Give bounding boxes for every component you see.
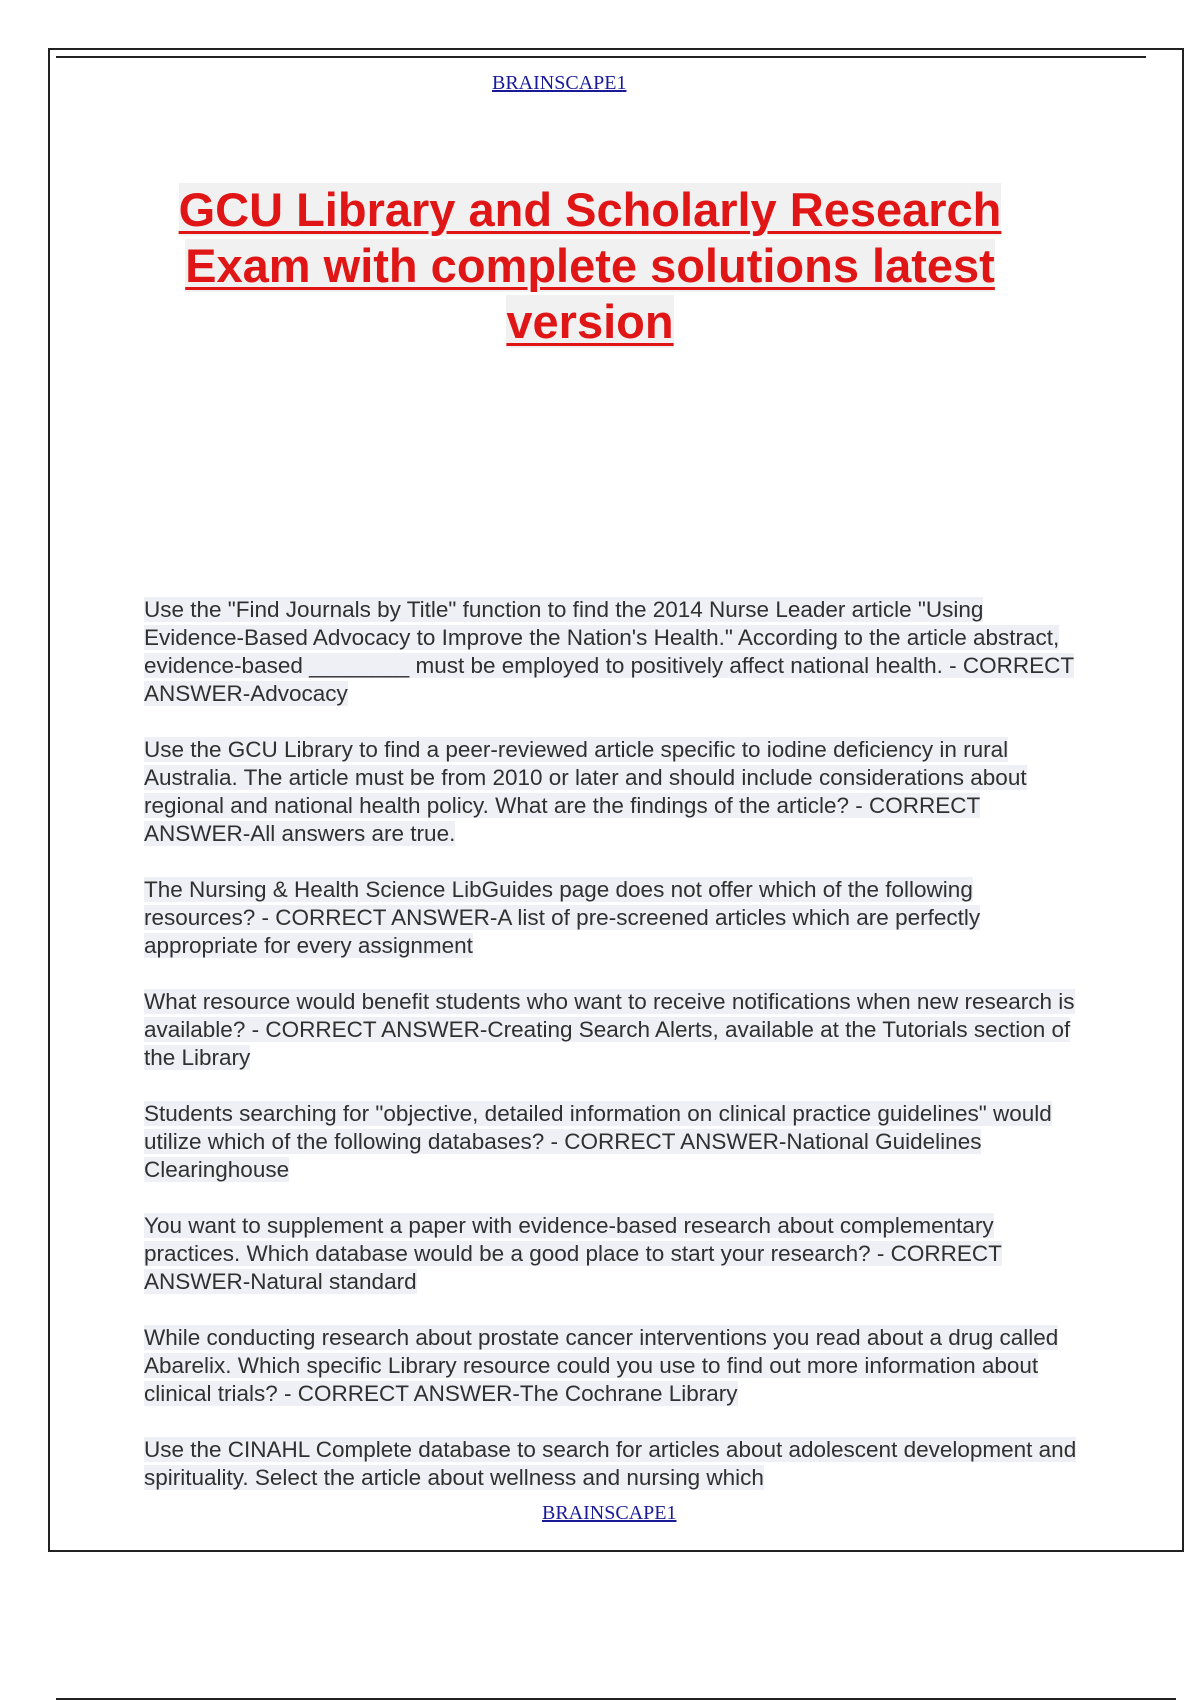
qa-text: Use the "Find Journals by Title" function to find the 2014 Nurse Leader article "Using Evidence-Based Advocacy to Improve the Nation's Health." According to the article abstract, evidence-based ________ must be employed to positively affect national health. - CORRECT ANSWER-Advocacy	[144, 597, 1075, 706]
top-divider	[56, 56, 1146, 58]
qa-text: The Nursing & Health Science LibGuides page does not offer which of the following resources? - CORRECT ANSWER-A list of pre-screened articles which are perfectly appropriate for every assignment	[144, 877, 981, 958]
qa-text: You want to supplement a paper with evidence-based research about complementary practices. Which database would be a good place to start your research? - CORRECT ANSWER-Natural standard	[144, 1213, 1002, 1294]
qa-item	[144, 1212, 1084, 1296]
watermark-link-bottom[interactable]: BRAINSCAPE1	[542, 1502, 677, 1524]
qa-text: While conducting research about prostate cancer interventions you read about a drug called Abarelix. Which specific Library resource could you use to find out more information about clinical trials? - CORRECT ANSWER-The Cochrane Library	[144, 1325, 1059, 1406]
qa-item	[144, 736, 1084, 848]
title-line-1: GCU Library and Scholarly Research	[178, 183, 1002, 236]
qa-item	[144, 876, 1084, 960]
qa-item	[144, 1100, 1084, 1184]
title-line-2: Exam with complete solutions latest	[185, 239, 995, 292]
title-line-3: version	[506, 295, 674, 348]
watermark-link-top[interactable]: BRAINSCAPE1	[492, 72, 627, 94]
qa-text: Students searching for "objective, detailed information on clinical practice guidelines" would utilize which of the following databases? - CORRECT ANSWER-National Guidelines Clearinghouse	[144, 1101, 1052, 1182]
question-answer-list	[144, 596, 1084, 1520]
qa-item	[144, 596, 1084, 708]
document-title	[140, 182, 1040, 350]
qa-item	[144, 988, 1084, 1072]
qa-text: Use the GCU Library to find a peer-reviewed article specific to iodine deficiency in rural Australia. The article must be from 2010 or later and should include considerations about regional and national health policy. What are the findings of the article? - CORRECT ANSWER-All answers are true.	[144, 737, 1027, 846]
qa-text: Use the CINAHL Complete database to search for articles about adolescent development and spirituality. Select the article about wellness and nursing which	[144, 1437, 1077, 1490]
qa-item	[144, 1324, 1084, 1408]
qa-text: What resource would benefit students who want to receive notifications when new research is available? - CORRECT ANSWER-Creating Search Alerts, available at the Tutorials section of the Library	[144, 989, 1075, 1070]
qa-item	[144, 1436, 1084, 1492]
